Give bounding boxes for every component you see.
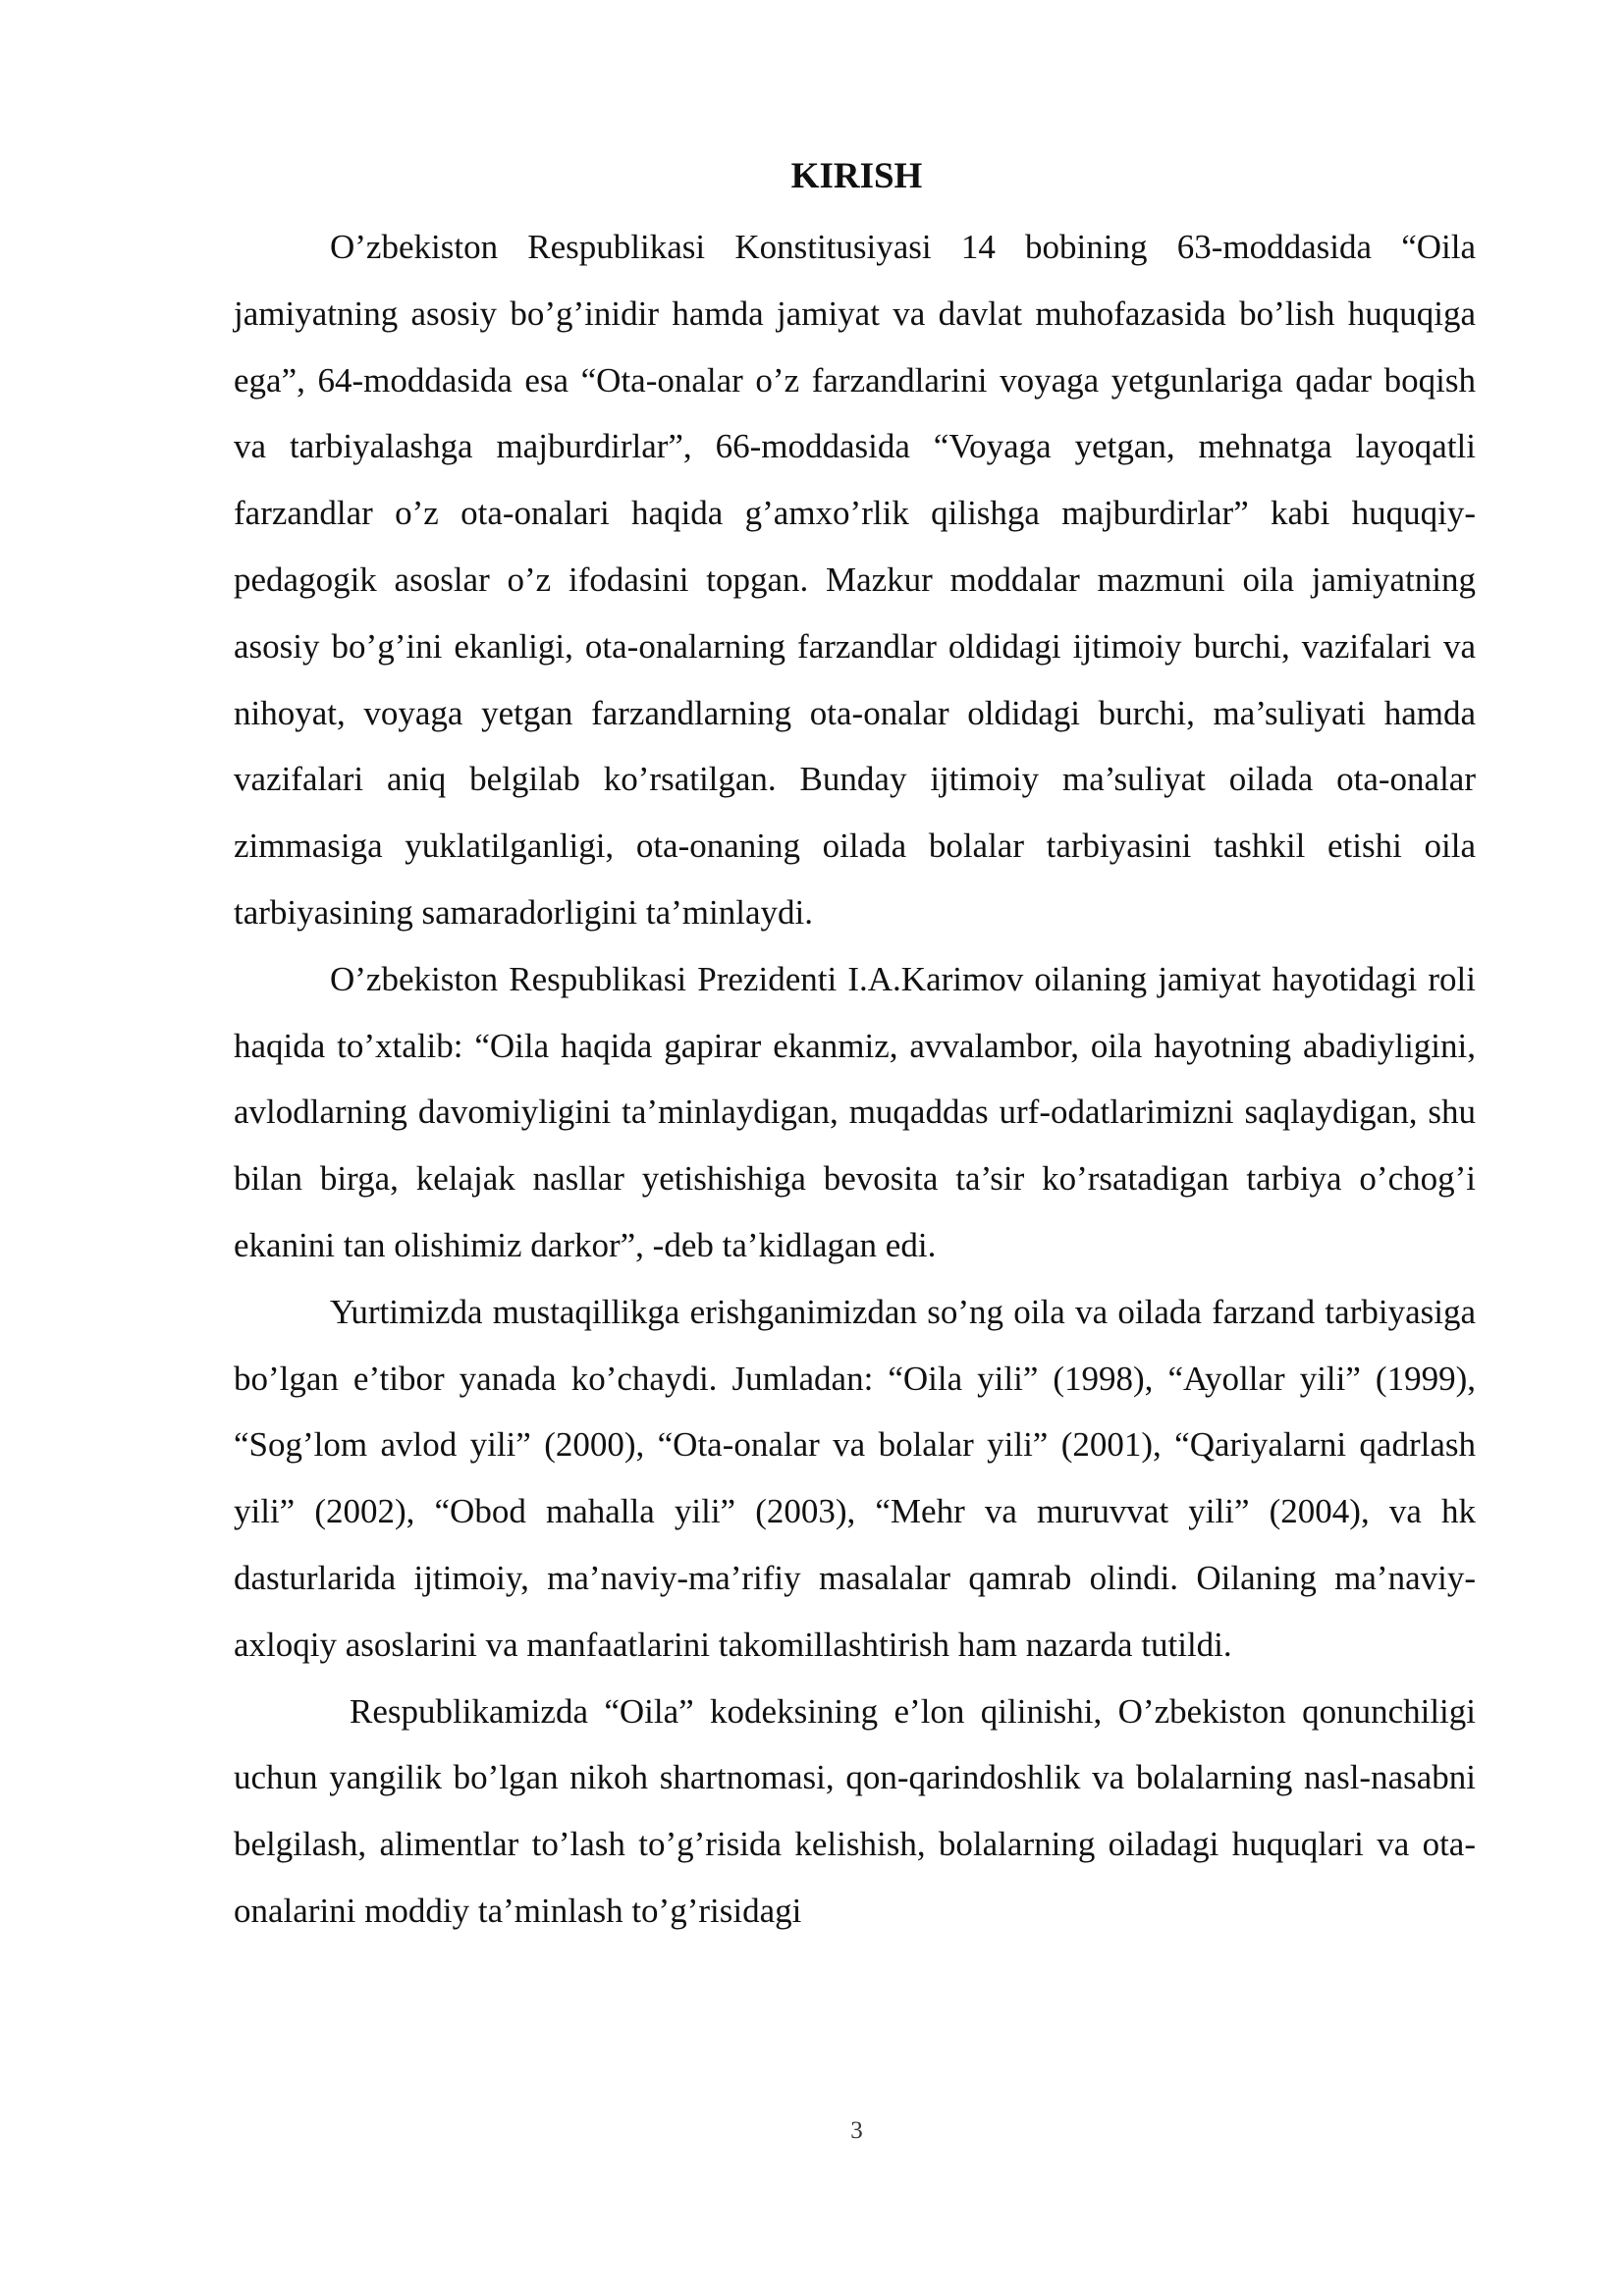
- page-number: 3: [850, 2117, 863, 2144]
- paragraph-president-quote: O’zbekiston Respublikasi Prezidenti I.A.Karimov oilaning jamiyat hayotidagi roli haqida to’xtalib: “Oila haqida gapirar ekanmiz, avvalambor, oila hayotning abadiyligini, avlodlarning davomiyligini ta’minlaydigan, muqaddas urf-odatlarimizni saqlaydigan, shu bilan birga, kelajak nasllar yetishishiga bevosita ta’sir ko’rsatadigan tarbiya o’chog’i ekanini tan olishimiz darkor”, -deb ta’kidlagan edi.: [234, 959, 1476, 1264]
- paragraph-constitution: O’zbekiston Respublikasi Konstitusiyasi 14 bobining 63-moddasida “Oila jamiyatning asosiy bo’g’inidir hamda jamiyat va davlat muhofazasida bo’lish huquqiga ega”, 64-moddasida esa “Ota-onalar o’z farzandlarini voyaga yetgunlariga qadar boqish va tarbiyalashga majburdirlar”, 66-moddasida “Voyaga yetgan, mehnatga layoqatli farzandlar o’z ota-onalari haqida g’amxo’rlik qilishga majburdirlar” kabi huquqiy-pedagogik asoslar o’z ifodasini topgan. Mazkur moddalar mazmuni oila jamiyatning asosiy bo’g’ini ekanligi, ota-onalarning farzandlar oldidagi ijtimoiy burchi, vazifalari va nihoyat, voyaga yetgan farzandlarning ota-onalar oldidagi burchi, ma’suliyati hamda vazifalari aniq belgilab ko’rsatilgan. Bunday ijtimoiy ma’suliyat oilada ota-onalar zimmasiga yuklatilganligi, ota-onaning oilada bolalar tarbiyasini tashkil etishi oila tarbiyasining samaradorligini ta’minlaydi.: [234, 228, 1476, 932]
- page-title: KIRISH: [790, 156, 923, 196]
- paragraph-years-programs: Yurtimizda mustaqillikga erishganimizdan so’ng oila va oilada farzand tarbiyasiga bo’lgan e’tibor yanada ko’chaydi. Jumladan: “Oila yili” (1998), “Ayollar yili” (1999), “Sog’lom avlod yili” (2000), “Ota-onalar va bolalar yili” (2001), “Qariyalarni qadrlash yili” (2002), “Obod mahalla yili” (2003), “Mehr va muruvvat yili” (2004), va hk dasturlarida ijtimoiy, ma’naviy-ma’rifiy masalalar qamrab olindi. Oilaning ma’naviy-axloqiy asoslarini va manfaatlarini takomillashtirish ham nazarda tutildi.: [234, 1292, 1476, 1664]
- document-body: [234, 214, 1476, 1945]
- paragraph-family-code: Respublikamizda “Oila” kodeksining e’lon qilinishi, O’zbekiston qonunchiligi uchun yangilik bo’lgan nikoh shartnomasi, qon-qarindoshlik va bolalarning nasl-nasabni belgilash, alimentlar to’lash to’g’risida kelishish, bolalarning oiladagi huquqlari va ota-onalarini moddiy ta’minlash to’g’risidagi: [234, 1691, 1476, 1930]
